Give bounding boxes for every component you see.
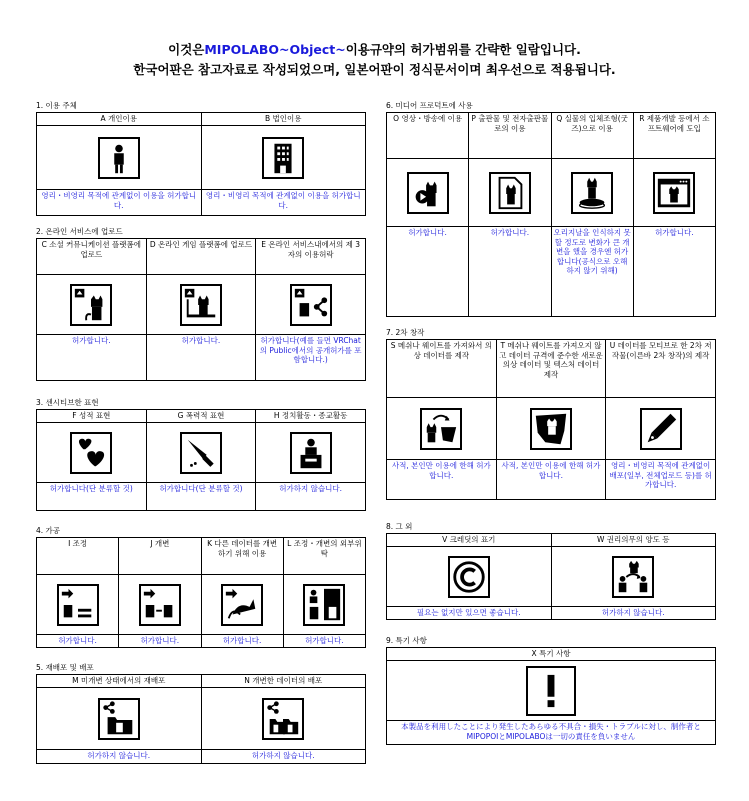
pen-icon: [640, 408, 682, 450]
column-footer: 사적, 본인만 이용에 한해 허가합니다.: [496, 460, 606, 500]
column-header: V 크레딧의 표기: [387, 534, 552, 547]
column-footer: 허가합니다.: [283, 635, 365, 648]
column-footer: 허가하지 않습니다.: [256, 483, 366, 511]
icon-cell: [201, 126, 366, 190]
column-header: I 조정: [37, 538, 119, 575]
icon-cell: [146, 423, 256, 483]
knife-icon: [180, 432, 222, 474]
column-footer: 허가하지 않습니다.: [37, 750, 202, 764]
column-footer: 영리・비영리 목적에 관계없이 배포(일부, 전체업로드 등)를 허가합니다.: [606, 460, 716, 500]
section-title: 7. 2차 창작: [386, 328, 425, 337]
mesh-transfer-icon: [420, 408, 462, 450]
column-header: N 개변한 데이터의 배포: [201, 675, 366, 688]
section-6: [386, 101, 716, 317]
reuse-data-icon: [221, 584, 263, 626]
column-header: G 폭력적 표현: [146, 410, 256, 423]
column-footer: 허가합니다.: [146, 335, 256, 381]
podium-icon: [290, 432, 332, 474]
software-icon: [653, 172, 695, 214]
section-5: [36, 663, 366, 764]
icon-cell: [37, 575, 119, 635]
column-header: E 온라인 서비스내에서의 제 3자의 이용허락: [256, 239, 366, 275]
column-footer: 영리・비영리 목적에 관계없이 이용을 허가합니다.: [201, 190, 366, 216]
icon-cell: [119, 575, 201, 635]
share-third-party-icon: [290, 284, 332, 326]
section-8: [386, 522, 716, 620]
icon-cell: [146, 275, 256, 335]
section-title: 6. 미디어 프로덕트에 사용: [386, 101, 473, 110]
outsource-icon: [303, 584, 345, 626]
icon-cell: [256, 275, 366, 335]
new-clothing-icon: [530, 408, 572, 450]
section-table: [36, 112, 366, 216]
column-header: L 조정・개변의 외부위탁: [283, 538, 365, 575]
icon-cell: [37, 126, 202, 190]
upload-social-icon: [70, 284, 112, 326]
icon-cell: [469, 159, 551, 227]
figure-icon: [571, 172, 613, 214]
icon-cell: [256, 423, 366, 483]
column-header: H 정치활동・종교활동: [256, 410, 366, 423]
column-footer: 本製品を利用したことにより発生したあらゆる不具合・損失・トラブルに対し、制作者とMIPOPOIとMIPOLABOは一切の責任を負いません: [387, 721, 716, 745]
icon-cell: [387, 547, 552, 607]
column-footer: 허가합니다.: [37, 635, 119, 648]
video-icon: [407, 172, 449, 214]
section-3: [36, 398, 366, 511]
warning-icon: [526, 666, 576, 716]
redistribute-icon: [98, 698, 140, 740]
section-table: [36, 674, 366, 764]
icon-cell: [606, 398, 716, 460]
column-footer: 허가합니다.: [469, 227, 551, 317]
icon-cell: [37, 423, 147, 483]
section-title: 9. 특기 사항: [386, 636, 427, 645]
icon-cell: [633, 159, 715, 227]
icon-cell: [496, 398, 606, 460]
section-2: [36, 227, 366, 381]
section-4: [36, 526, 366, 648]
section-title: 1. 이용 주체: [36, 101, 77, 110]
icon-cell: [37, 688, 202, 750]
column-header: U 데이터를 모티브로 한 2차 저작물(이른바 2차 창작)의 제작: [606, 340, 716, 398]
column-header: P 출판물 및 전자출판물로의 이용: [469, 113, 551, 159]
header-line1-pre: 이것은: [168, 42, 205, 57]
column-footer: 허가합니다(단 분류할 것): [37, 483, 147, 511]
column-footer: 사적, 본인만 이용에 한해 허가합니다.: [387, 460, 497, 500]
column-header: S 메쉬나 웨이트를 가져와서 의상 데이터를 제작: [387, 340, 497, 398]
header: [0, 40, 749, 80]
column-header: Q 실물의 입체조형(굿즈)으로 이용: [551, 113, 633, 159]
column-header: X 특기 사항: [387, 648, 716, 661]
section-table: [36, 238, 366, 381]
section-table: [386, 533, 716, 620]
icon-cell: [551, 547, 716, 607]
icon-cell: [201, 688, 366, 750]
section-table: [386, 112, 716, 317]
column-footer: 허가합니다.: [387, 227, 469, 317]
transfer-rights-icon: [612, 556, 654, 598]
section-7: [386, 328, 716, 500]
icon-cell: [283, 575, 365, 635]
column-header: B 법인이용: [201, 113, 366, 126]
section-table: [386, 339, 716, 500]
column-footer: 영리・비영리 목적에 관계없이 이용을 허가합니다.: [37, 190, 202, 216]
header-brand: MIPOLABO~Object~: [204, 42, 346, 57]
header-line1-post: 이용규약의 허가범위를 간략한 일람입니다.: [345, 42, 581, 57]
section-title: 4. 가공: [36, 526, 61, 535]
column-footer: 허가합니다.: [119, 635, 201, 648]
section-title: 5. 재배포 및 배포: [36, 663, 94, 672]
column-footer: 허가하지 않습니다.: [551, 607, 716, 620]
icon-cell: [387, 398, 497, 460]
section-title: 3. 센시티브한 표현: [36, 398, 99, 407]
section-table: [36, 409, 366, 511]
column-header: C 소셜 커뮤니케이션 플랫폼에 업로드: [37, 239, 147, 275]
section-table: [36, 537, 366, 648]
upload-game-icon: [180, 284, 222, 326]
section-title: 8. 그 외: [386, 522, 413, 531]
column-header: T 메쉬나 웨이트를 가져오지 않고 데이터 규격에 준수한 새로운 의상 데이터 및 텍스처 데이터 제작: [496, 340, 606, 398]
person-icon: [98, 137, 140, 179]
column-header: J 개변: [119, 538, 201, 575]
column-header: R 제품개발 등에서 소프트웨어에 도입: [633, 113, 715, 159]
header-line-1: [0, 40, 749, 60]
icon-cell: [201, 575, 283, 635]
header-line-2: 한국어판은 참고자료로 작성되었으며, 일본어판이 정식문서이며 최우선으로 적용됩니다.: [133, 62, 616, 77]
copyright-icon: [448, 556, 490, 598]
icon-cell: [387, 159, 469, 227]
section-1: [36, 101, 366, 216]
column-footer: 허가합니다(예를 들면 VRChat의 Public에서의 공개허가를 포함합니다.): [256, 335, 366, 381]
publication-icon: [489, 172, 531, 214]
column-header: M 미개변 상태에서의 재배포: [37, 675, 202, 688]
column-header: W 권리의무의 양도 등: [551, 534, 716, 547]
icon-cell: [37, 275, 147, 335]
modify-icon: [139, 584, 181, 626]
adjust-icon: [57, 584, 99, 626]
column-footer: 허가하지 않습니다.: [201, 750, 366, 764]
column-header: A 개인이용: [37, 113, 202, 126]
column-header: D 온라인 게임 플랫폼에 업로드: [146, 239, 256, 275]
section-9: [386, 636, 716, 745]
column-footer: 허가합니다.: [37, 335, 147, 381]
icon-cell: [387, 661, 716, 721]
column-header: K 다른 데이터를 개변하기 위해 이용: [201, 538, 283, 575]
icon-cell: [551, 159, 633, 227]
section-table: [386, 647, 716, 745]
column-footer: 허가합니다.: [633, 227, 715, 317]
column-footer: 허가합니다.: [201, 635, 283, 648]
distribute-modified-icon: [262, 698, 304, 740]
column-header: F 성적 표현: [37, 410, 147, 423]
column-footer: 오리지날을 인식하지 못할 정도로 변화가 큰 개변을 했을 경우엔 허가합니다(공식으로 오해하지 않기 위해): [551, 227, 633, 317]
hearts-icon: [70, 432, 112, 474]
building-icon: [262, 137, 304, 179]
column-footer: 필요는 없지만 있으면 좋습니다.: [387, 607, 552, 620]
column-header: O 영상・방송에 이용: [387, 113, 469, 159]
column-footer: 허가합니다(단 분류할 것): [146, 483, 256, 511]
section-title: 2. 온라인 서비스에 업로드: [36, 227, 123, 236]
